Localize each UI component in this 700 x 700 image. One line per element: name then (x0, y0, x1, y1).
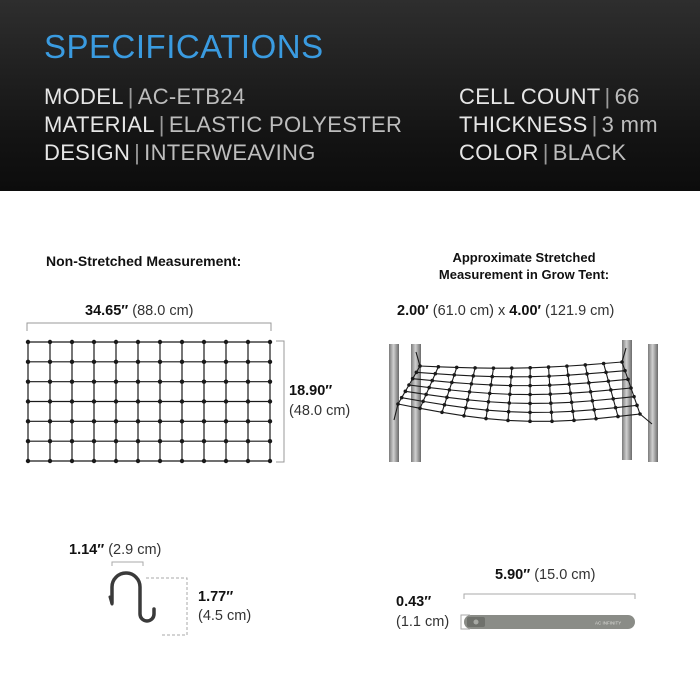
stretched-net-knot (528, 384, 532, 388)
stretched-net-knot (485, 408, 489, 412)
net-knot (202, 340, 206, 344)
net-knot (246, 379, 250, 383)
net-knot (92, 419, 96, 423)
stretched-net-knot (506, 419, 510, 423)
stretched-net-strand (420, 362, 622, 368)
stretched-net-knot (604, 371, 608, 375)
net-knot (70, 439, 74, 443)
net-knot (114, 459, 118, 463)
net-height-measure-sub: (48.0 cm) (289, 403, 351, 419)
net-knot (136, 340, 140, 344)
spec-design: DESIGN | INTERWEAVING (44, 140, 316, 165)
net-knot (202, 419, 206, 423)
stretched-net-knot (635, 404, 639, 408)
stretched-net-knot (550, 410, 554, 414)
net-knot (26, 459, 30, 463)
net-knot (224, 419, 228, 423)
net-knot (48, 439, 52, 443)
net-knot (180, 340, 184, 344)
stretched-net-knot (411, 377, 415, 381)
stretched-net-knot (549, 401, 553, 405)
net-knot (26, 419, 30, 423)
stretched-net-knot (528, 420, 532, 424)
stretched-net (394, 348, 652, 424)
net-knot (114, 419, 118, 423)
stretched-net-knot (602, 362, 606, 366)
net-knot (246, 399, 250, 403)
net-knot (92, 379, 96, 383)
net-width-bracket (27, 323, 271, 331)
net-knot (202, 360, 206, 364)
stretched-net-knot (430, 379, 434, 383)
net-knot (268, 379, 272, 383)
stretched-net-knot (632, 395, 636, 399)
net-knot (70, 379, 74, 383)
stretched-net-knot (404, 390, 408, 394)
net-knot (268, 340, 272, 344)
net-knot (202, 379, 206, 383)
net-knot (26, 439, 30, 443)
stretched-net-knot (611, 397, 615, 401)
net-knot (136, 419, 140, 423)
stretched-net-knot (589, 390, 593, 394)
net-knot (202, 439, 206, 443)
net-knot (92, 340, 96, 344)
spec-cell-count: CELL COUNT | 66 (459, 84, 640, 109)
net-knot (114, 439, 118, 443)
net-knot (48, 419, 52, 423)
net-knot (180, 419, 184, 423)
stretched-net-knot (548, 392, 552, 396)
stretched-net-knot (418, 406, 422, 410)
net-knot (246, 340, 250, 344)
stretched-net-knot (528, 411, 532, 415)
net-knot (180, 399, 184, 403)
stretched-net-knot (470, 382, 474, 386)
net-knot (158, 360, 162, 364)
net-knot (136, 360, 140, 364)
stretched-net-knot (616, 415, 620, 419)
net-knot (246, 439, 250, 443)
net-knot (70, 340, 74, 344)
stretched-net-knot (528, 366, 532, 370)
stretched-net-knot (547, 374, 551, 378)
stretched-net-knot (572, 419, 576, 423)
net-knot (114, 399, 118, 403)
strap-length-measure: 5.90″ (15.0 cm) (495, 567, 596, 583)
net-knot (136, 379, 140, 383)
spec-thickness: THICKNESS | 3 mm (459, 112, 658, 137)
stretched-net-strand (416, 371, 625, 377)
net-knot (136, 399, 140, 403)
stretched-net-knot (509, 375, 513, 379)
net-knot (180, 360, 184, 364)
stretched-label-line1: Approximate Stretched (452, 250, 596, 265)
stretched-net-knot (407, 383, 411, 387)
stretched-net-knot (570, 400, 574, 404)
stretched-net-knot (450, 381, 454, 385)
net-knot (136, 439, 140, 443)
stretched-net-knot (508, 392, 512, 396)
stretched-net-knot (462, 414, 466, 418)
stretched-net-knot (528, 375, 532, 379)
net-knot (202, 459, 206, 463)
stretched-net-knot (448, 388, 452, 392)
stretched-net-knot (455, 366, 459, 370)
stretched-net-knot (466, 398, 470, 402)
net-knot (158, 379, 162, 383)
net-knot (224, 379, 228, 383)
stretched-net-knot (464, 406, 468, 410)
net-knot (180, 379, 184, 383)
spec-model: MODEL | AC-ETB24 (44, 84, 246, 109)
net-knot (202, 399, 206, 403)
stretched-net-knot (427, 386, 431, 390)
net-knot (48, 360, 52, 364)
net-knot (26, 360, 30, 364)
stretched-net-knot (437, 365, 441, 369)
net-knot (92, 459, 96, 463)
stretched-net-knot (548, 383, 552, 387)
stretched-net-knot (421, 400, 425, 404)
net-knot (114, 340, 118, 344)
stretched-net-knot (424, 393, 428, 397)
stretched-net-knot (490, 375, 494, 379)
net-knot (48, 379, 52, 383)
stretched-net-knot (569, 391, 573, 395)
spec-material: MATERIAL | ELASTIC POLYESTER (44, 112, 403, 137)
stretched-net-knot (566, 373, 570, 377)
net-knot (180, 439, 184, 443)
net-knot (136, 459, 140, 463)
stretched-net-knot (473, 366, 477, 370)
net-knot (48, 459, 52, 463)
stretched-net-knot (507, 401, 511, 405)
net-knot (224, 399, 228, 403)
spec-color: COLOR | BLACK (459, 140, 627, 165)
stretched-net-knot (567, 382, 571, 386)
stretched-label-line2: Measurement in Grow Tent: (438, 267, 610, 282)
net-knot (246, 419, 250, 423)
net-width-measure: 34.65″ (88.0 cm) (85, 303, 194, 319)
net-knot (158, 399, 162, 403)
net-knot (70, 399, 74, 403)
net-knot (180, 459, 184, 463)
stretched-net-strand (409, 385, 631, 395)
strap-length-bracket (464, 594, 635, 599)
stretched-net-strand (398, 404, 640, 421)
hook-height-bracket (146, 578, 187, 635)
hook-height-measure-main: 1.77″ (198, 589, 234, 605)
net-knot (70, 419, 74, 423)
hook-width-measure: 1.14″ (2.9 cm) (69, 542, 162, 558)
stretched-net-knot (550, 419, 554, 423)
hook-height-measure-sub: (4.5 cm) (198, 608, 252, 624)
s-hook (110, 573, 154, 621)
stretched-net-knot (571, 410, 575, 414)
stretched-net-knot (487, 400, 491, 404)
net-knot (246, 360, 250, 364)
net-height-bracket (276, 341, 284, 462)
page-title: SPECIFICATIONS (44, 28, 324, 65)
net-knot (224, 459, 228, 463)
net-knot (70, 459, 74, 463)
strap-brand-text: AC INFINITY (595, 620, 622, 626)
stretched-net-knot (434, 372, 438, 376)
stretched-net-knot (492, 366, 496, 370)
net-knot (158, 439, 162, 443)
net-knot (158, 459, 162, 463)
stretched-net-knot (592, 408, 596, 412)
net-knot (114, 360, 118, 364)
net-knot (268, 459, 272, 463)
net-knot (158, 340, 162, 344)
stretched-net-knot (587, 381, 591, 385)
flat-net-grid (26, 340, 272, 463)
stretched-net-knot (445, 396, 449, 400)
stretched-net-knot (629, 386, 633, 390)
net-knot (48, 340, 52, 344)
stretched-net-strand (413, 379, 628, 386)
net-height-measure-main: 18.90″ (289, 383, 333, 399)
net-knot (26, 379, 30, 383)
stretched-net-knot (489, 383, 493, 387)
net-knot (224, 340, 228, 344)
net-knot (268, 439, 272, 443)
stretched-net-knot (623, 369, 627, 373)
stretched-net-knot (440, 411, 444, 415)
velcro-strap (464, 615, 635, 629)
stretched-net-knot (583, 363, 587, 367)
stretched-net-knot (484, 417, 488, 421)
net-knot (26, 399, 30, 403)
stretched-net-knot (565, 364, 569, 368)
net-knot (114, 379, 118, 383)
net-knot (246, 459, 250, 463)
net-knot (268, 360, 272, 364)
stretched-measure: 2.00′ (61.0 cm) x 4.00′ (121.9 cm) (397, 303, 615, 319)
stretched-net-knot (585, 372, 589, 376)
strap-width-measure-main: 0.43″ (396, 594, 432, 610)
stretched-net-knot (415, 371, 419, 375)
nonstretched-label: Non-Stretched Measurement: (46, 253, 242, 269)
stretched-net-knot (510, 366, 514, 370)
net-knot (158, 419, 162, 423)
stretched-net-knot (547, 365, 551, 369)
stretched-net-knot (528, 402, 532, 406)
net-knot (268, 399, 272, 403)
strap-width-measure-sub: (1.1 cm) (396, 614, 450, 630)
net-knot (92, 399, 96, 403)
stretched-net-knot (443, 403, 447, 407)
stretched-net-knot (471, 374, 475, 378)
stretched-net-knot (452, 373, 456, 377)
net-knot (224, 360, 228, 364)
stretched-net-knot (400, 396, 404, 400)
net-knot (70, 360, 74, 364)
stretched-net-knot (488, 392, 492, 396)
net-knot (92, 439, 96, 443)
net-knot (224, 439, 228, 443)
stretched-net-knot (591, 399, 595, 403)
stretched-net-knot (468, 390, 472, 394)
hook-width-bracket (112, 562, 143, 566)
net-knot (48, 399, 52, 403)
stretched-net-knot (607, 379, 611, 383)
grow-tent-poles (389, 340, 658, 462)
net-knot (26, 340, 30, 344)
stretched-net-knot (609, 388, 613, 392)
net-knot (268, 419, 272, 423)
stretched-net-knot (507, 410, 511, 414)
stretched-net-knot (509, 384, 513, 388)
stretched-net-knot (626, 378, 630, 382)
stretched-net-knot (614, 406, 618, 410)
stretched-net-knot (528, 393, 532, 397)
net-knot (92, 360, 96, 364)
stretched-net-knot (594, 417, 598, 421)
stretched-net-strand (405, 391, 634, 403)
